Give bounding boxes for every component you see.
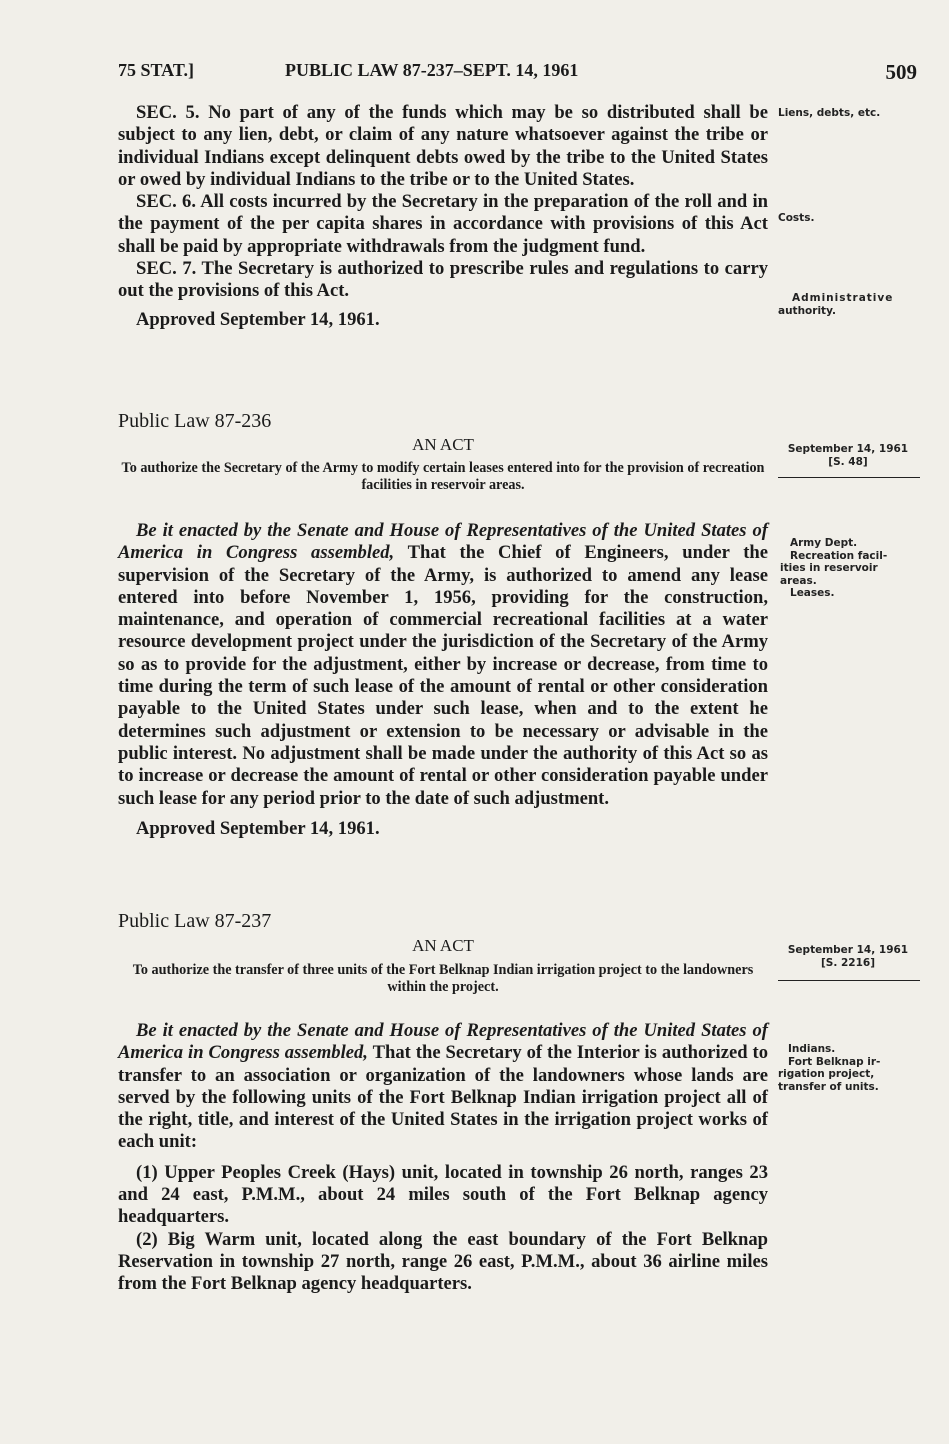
law-237-purpose: To authorize the transfer of three units of the Fort Belknap Indian irrigation project to the landowners within the project.: [132, 962, 754, 995]
law-237-rule: [778, 980, 920, 981]
volume-reference: 75 STAT.]: [118, 60, 195, 80]
law-237-item-1: (1) Upper Peoples Creek (Hays) unit, located in township 26 north, ranges 23 and 24 east, P.M.M., about 24 miles south of the Fort Belknap agency headquarters.: [118, 1161, 768, 1228]
law-237-an-act: AN ACT: [412, 936, 474, 955]
law-236-an-act: AN ACT: [412, 435, 474, 454]
law-236-margin-date: September 14, 1961 [S. 48]: [787, 443, 909, 468]
carryover-sections: [118, 102, 768, 331]
law-236-purpose: To authorize the Secretary of the Army to modify certain leases entered into for the provision of recreation facilities in reservoir areas.: [121, 460, 765, 493]
page-number: 509: [885, 60, 917, 84]
section-5: SEC. 5. No part of any of the funds which may be so distributed shall be subject to any lien, debt, or claim of any nature whatsoever against the tribe or individual Indians except delinquent debts owed by the tribe to the United States or owed by individual Indians to the tribe or to the United States.: [118, 102, 768, 190]
law-236-body: [118, 520, 768, 840]
section-6: SEC. 6. All costs incurred by the Secretary in the preparation of the roll and in the payment of the per capita shares in accordance with provisions of this Act shall be paid by appropriate withdrawals from the judgment fund.: [118, 191, 768, 257]
running-head: PUBLIC LAW 87-237–SEPT. 14, 1961: [285, 60, 579, 80]
law-237-body: [118, 1020, 768, 1296]
margin-note-admin: Administrative authority.: [778, 292, 894, 317]
margin-note-indians: Indians. Fort Belknap ir- rigation project, transfer of units.: [778, 1043, 881, 1093]
approval-date: Approved September 14, 1961.: [136, 308, 380, 330]
margin-note-liens: Liens, debts, etc.: [778, 107, 881, 119]
margin-note-army: Army Dept. Recreation facil- ities in reservoir areas. Leases.: [780, 537, 888, 599]
margin-note-costs: Costs.: [778, 212, 815, 224]
law-236-text: Be it enacted by the Senate and House of Representatives of the United States of America in Congress assembled, That the Chief of Engineers, under the supervision of the Secretary of the Army, is authorized to amend any lease entered into before November 1, 1956, providing for the construction, maintenance, and operation of commercial recreational facilities at a water resource development project under the jurisdiction of the Secretary of the Army so as to provide for the adjustment, either by increase or decrease, from time to time during the term of such lease of the amount of rental or other consideration payable to the United States under such lease, when and to the extent he determines such adjustment or extension to be necessary or advisable in the public interest. No adjustment shall be made under the authority of this Act so as to increase or decrease the amount of rental or other consideration payable under such lease for any period prior to the date of such adjustment.: [118, 520, 768, 809]
law-236-title: Public Law 87-236: [118, 410, 272, 432]
law-237-margin-date: September 14, 1961 [S. 2216]: [787, 944, 909, 969]
law-237-text: Be it enacted by the Senate and House of Representatives of the United States of America in Congress assembled, That the Secretary of the Interior is authorized to transfer to an association or organization of the landowners whose lands are served by the following units of the Fort Belknap Indian irrigation project all of the right, title, and interest of the United States in the irrigation project works of each unit:: [118, 1020, 769, 1153]
law-237-item-2: (2) Big Warm unit, located along the east boundary of the Fort Belknap Reservation in township 27 north, range 26 east, P.M.M., about 36 airline miles from the Fort Belknap agency headquarters.: [118, 1228, 768, 1295]
law-236-approved: Approved September 14, 1961.: [136, 817, 380, 839]
law-236-rule: [778, 477, 920, 478]
law-237-title: Public Law 87-237: [118, 910, 272, 932]
section-7: SEC. 7. The Secretary is authorized to prescribe rules and regulations to carry out the provisions of this Act.: [118, 258, 768, 302]
